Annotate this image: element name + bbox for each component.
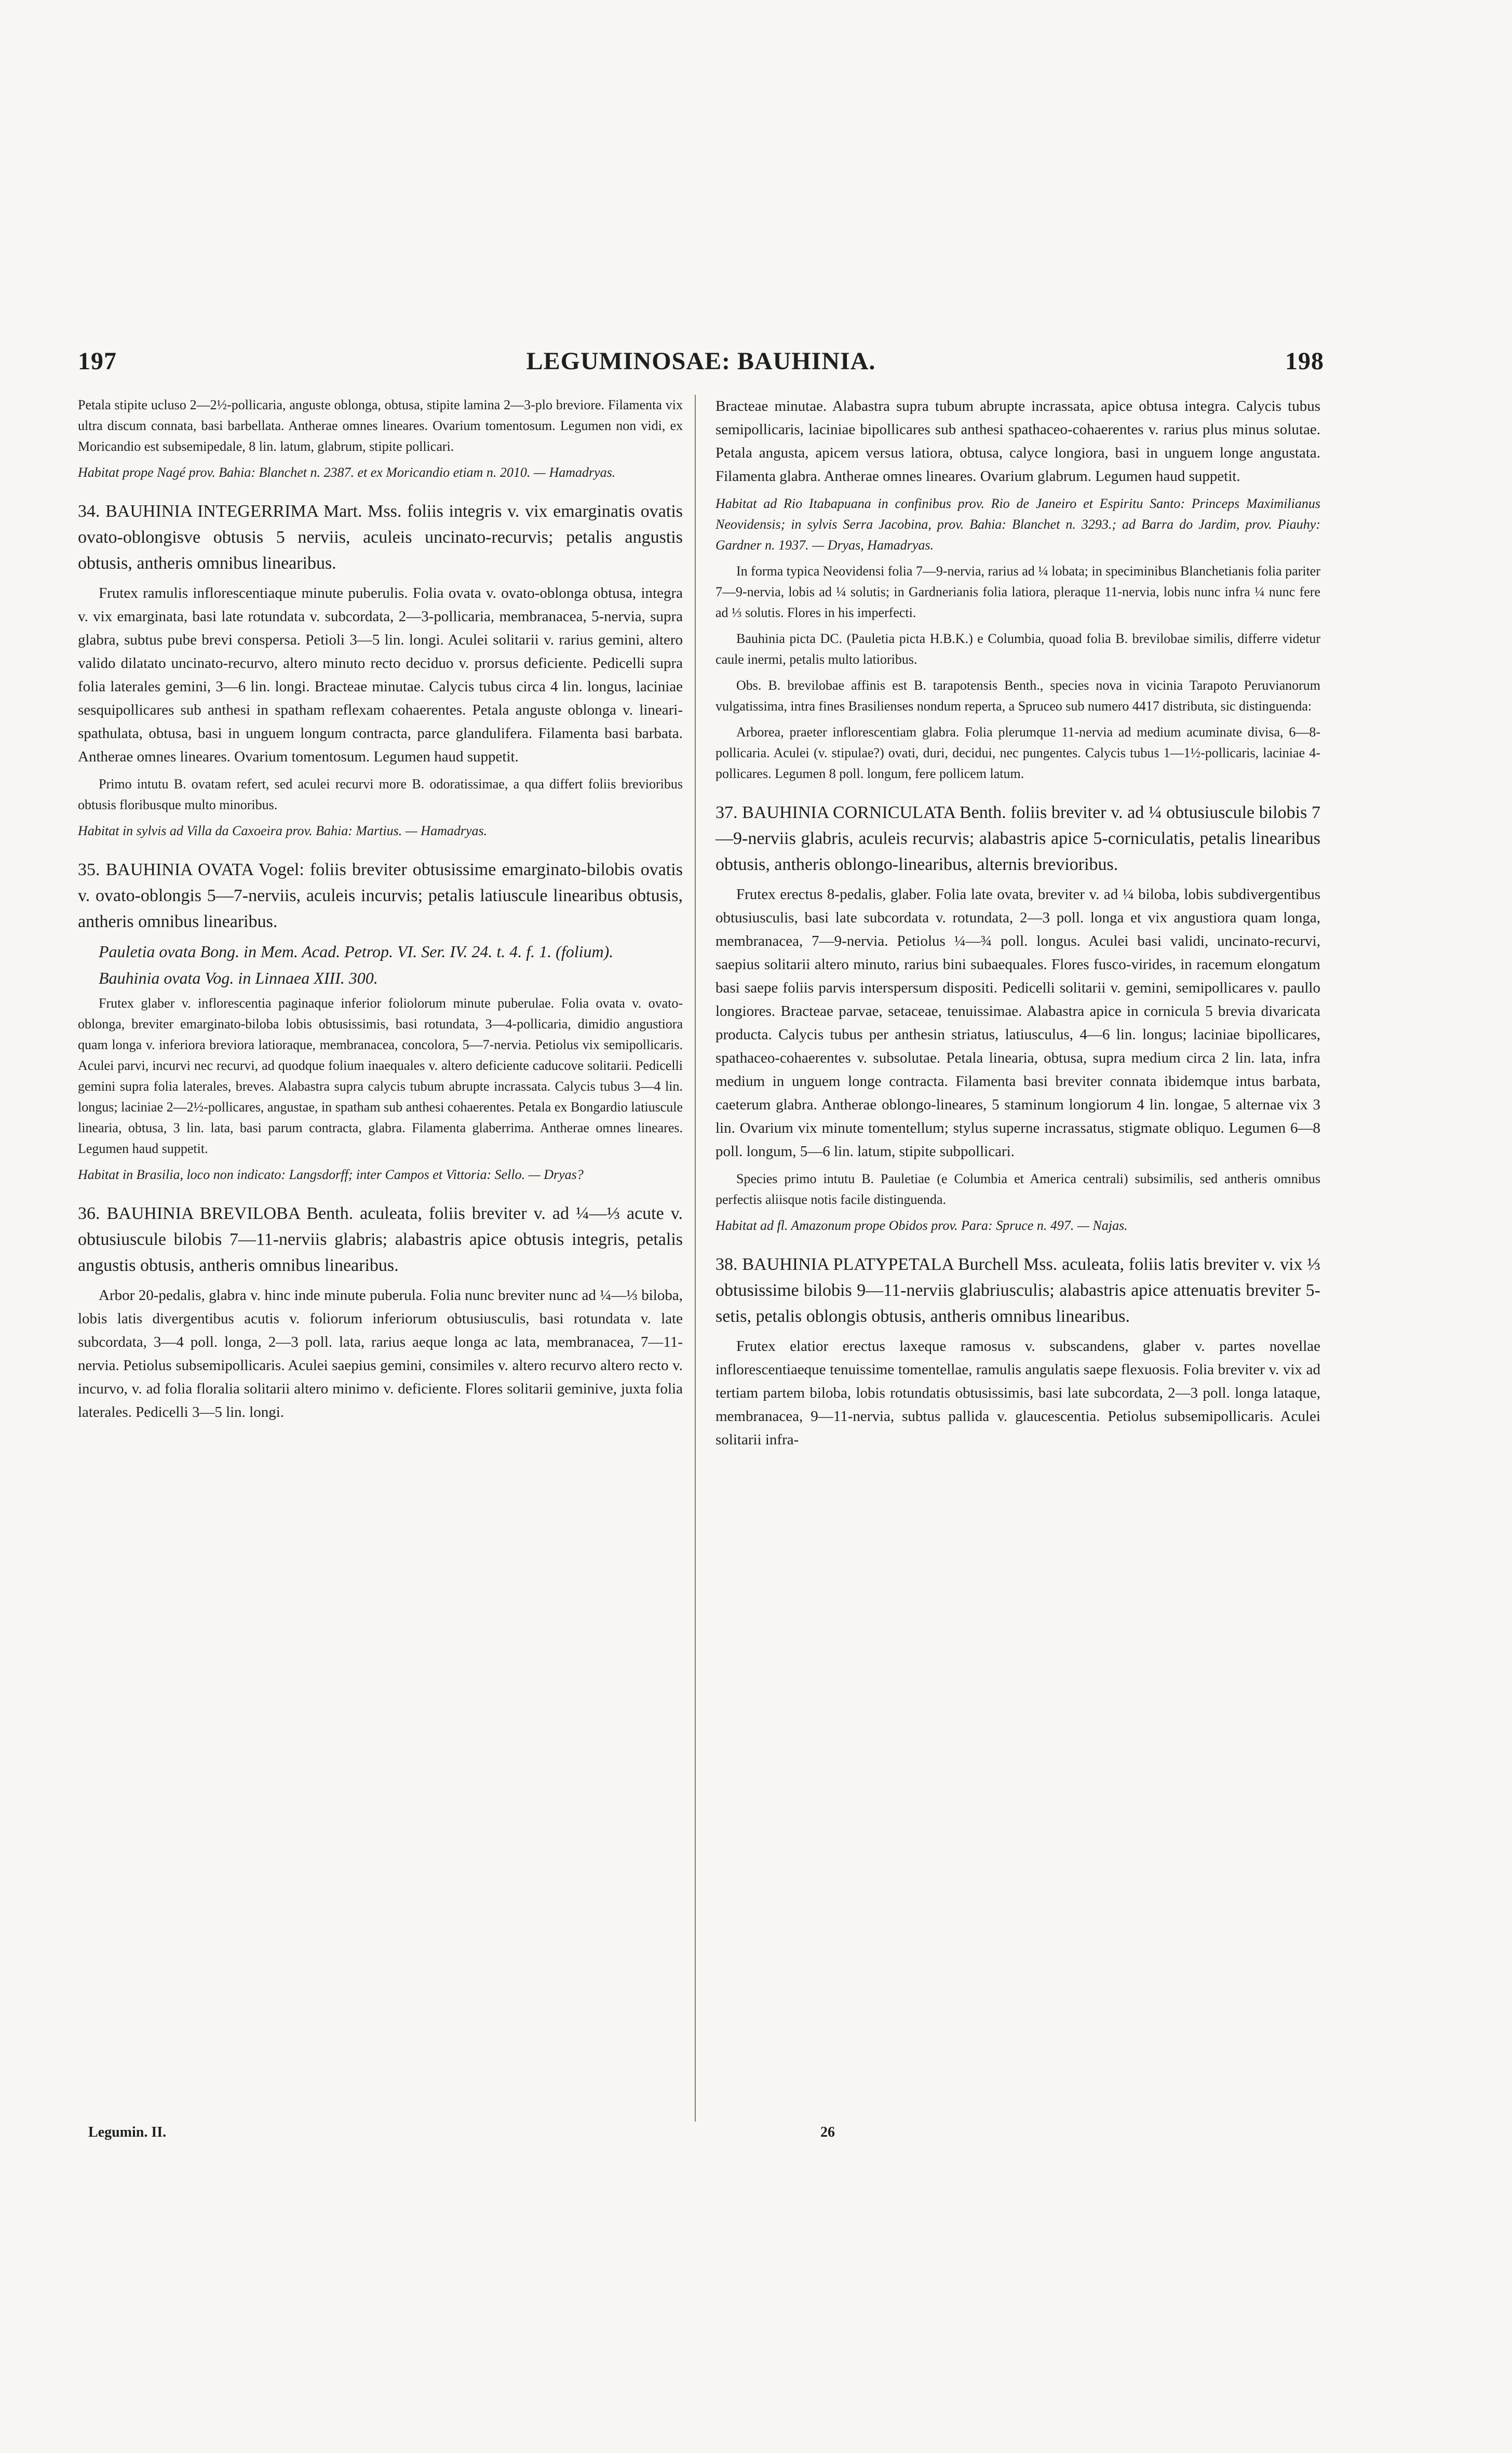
left-paragraph: 35. BAUHINIA OVATA Vogel: foliis breviter obtusissime emarginato-bilobis ovatis v. ovato-oblongis 5—7-nerviis, aculeis incurvis; petalis latiuscule linearibus obtusis, antheris omnibus linearibus. — [78, 860, 683, 931]
left-paragraph: Habitat in Brasilia, loco non indicato: Langsdorff; inter Campos et Vittoria: Sello. — Dryas? — [78, 1167, 584, 1182]
page-header — [78, 347, 1324, 383]
column-divider — [695, 395, 696, 2122]
sheet-number: 26 — [820, 2124, 835, 2140]
right-paragraph: Bauhinia picta DC. (Pauletia picta H.B.K.) e Columbia, quoad folia B. brevilobae similis, differre videtur caule inermi, petalis multo latioribus. — [716, 631, 1320, 667]
left-paragraph: 36. BAUHINIA BREVILOBA Benth. aculeata, foliis breviter v. ad ¼—⅓ acute v. obtusiuscule bilobis 7—11-nerviis glabris; alabastris apice obtusis integris, petalis angustis obtusis, antheris omnibus linearibus. — [78, 1204, 683, 1275]
left-paragraph: Petala stipite ucluso 2—2½-pollicaria, anguste oblonga, obtusa, stipite lamina 2—3-plo breviore. Filamenta vix ultra discum connata, basi barbellata. Antherae omnes lineares. Ovarium tomentosum. Legumen non vidi, ex Moricandio est subsemipedale, 8 lin. latum, glabrum, stipite pollicari. — [78, 397, 683, 454]
right-paragraph: Habitat ad fl. Amazonum prope Obidos prov. Para: Spruce n. 497. — Najas. — [716, 1218, 1128, 1233]
right-paragraph: Obs. B. brevilobae affinis est B. tarapotensis Benth., species nova in vicinia Tarapoto Peruvianorum vulgatissima, intra fines Brasilienses nondum reperta, a Spruceo sub numero 4417 distributa, sic distinguenda: — [716, 678, 1320, 714]
right-paragraph: Bracteae minutae. Alabastra supra tubum abrupte incrassata, apice obtusa integra. Calycis tubus semipollicaris, laciniae bipollicares sub anthesi spathaceo-cohaerentes v. rarius plus minus solutae. Petala angusta, apicem versus latiora, obtusa, calyce longiora, basi in unguem longe angustata. Filamenta glabra. Antherae omnes lineares. Ovarium glabrum. Legumen haud suppetit. — [716, 398, 1320, 485]
right-paragraph: Arborea, praeter inflorescentiam glabra. Folia plerumque 11-nervia ad medium acuminate divisa, 6—8-pollicaria. Aculei (v. stipulae?) ovati, duri, decidui, nec pungentes. Calycis tubus 1—1½-pollicaris, laciniae 4-pollicares. Legumen 8 poll. longum, fere pollicem latum. — [716, 725, 1320, 781]
right-paragraph: Frutex elatior erectus laxeque ramosus v. subscandens, glaber v. partes novellae inflorescentiaeque tenuissime tomentellae, ramulis angulatis saepe flexuosis. Folia breviter v. vix ad tertiam partem biloba, lobis rotundatis obtusissimis, basi late subcordata, 2—3 poll. longa lataque, membranacea, 9—11-nervia, subtus pallida v. glaucescentia. Petiolus subsemipollicaris. Aculei solitarii infra- — [716, 1338, 1320, 1448]
left-paragraph: Frutex ramulis inflorescentiaque minute puberulis. Folia ovata v. ovato-oblonga obtusa, integra v. vix emarginata, basi late rotundata v. subcordata, 2—3-pollicaria, membranacea, 5-nervia, supra glabra, subtus pube brevi conspersa. Petioli 3—5 lin. longi. Aculei solitarii v. rarius gemini, altero valido dilatato uncinato-recurvo, altero minuto recto deciduo v. prorsus deficiente. Pedicelli supra folia laterales gemini, 3—6 lin. longi. Bracteae minutae. Calycis tubus circa 4 lin. longus, laciniae sesquipollicares sub anthesi in spatham reflexam cohaerentes. Petala anguste oblonga v. lineari-spathulata, obtusa, basi in unguem longum contracta, parce glandulifera. Filamenta basi barbata. Antherae omnes lineares. Ovarium tomentosum. Legumen haud suppetit. — [78, 585, 683, 765]
left-paragraph: Habitat in sylvis ad Villa da Caxoeira prov. Bahia: Martius. — Hamadryas. — [78, 823, 488, 838]
left-paragraph: Arbor 20-pedalis, glabra v. hinc inde minute puberula. Folia nunc breviter nunc ad ¼—⅓ biloba, lobis latis divergentibus acutis v. foliorum inferiorum obtusiusculis, basi rotundata v. late subcordata, 3—4 poll. longa, 2—3 poll. lata, rarius aeque longa ac lata, membranacea, 7—11-nervia. Petiolus subsemipollicaris. Aculei saepius gemini, consimiles v. altero recurvo altero recto v. incurvo, v. ad folia floralia solitarii altero minimo v. deficiente. Flores solitarii geminive, juxta folia laterales. Pedicelli 3—5 lin. longi. — [78, 1287, 683, 1420]
page-number-left: 197 — [78, 347, 117, 375]
right-paragraph: Species primo intutu B. Pauletiae (e Columbia et America centrali) subsimilis, sed antheris omnibus perfectis aliisque notis facile distinguenda. — [716, 1171, 1320, 1207]
left-paragraph: Frutex glaber v. inflorescentia paginaque inferior foliolorum minute puberulae. Folia ovata v. ovato-oblonga, breviter emarginato-biloba lobis obtusissimis, basi rotundata, 3—4-pollicaria, dimidio angustiora quam longa v. inferiora breviora latioraque, membranacea, concolora, 5—7-nervia. Petiolus vix semipollicaris. Aculei parvi, incurvi nec recurvi, ad quodque folium inaequales v. altero deficiente caducove solitarii. Pedicelli gemini supra folia laterales, breves. Alabastra supra calycis tubum abrupte incrassata. Calycis tubus 3—4 lin. longus; laciniae 2—2½-pollicares, angustae, in spatham sub anthesi cohaerentes. Petala ex Bongardio latiuscule linearia, obtusa, 3 lin. lata, basi parum contracta, glabra. Filamenta glaberrima. Antherae omnes lineares. Legumen haud suppetit. — [78, 996, 683, 1156]
left-column — [78, 395, 683, 1429]
right-column — [716, 395, 1320, 1457]
signature-mark: Legumin. II. — [88, 2124, 167, 2140]
right-paragraph: In forma typica Neovidensi folia 7—9-nervia, rarius ad ¼ lobata; in speciminibus Blanchetianis folia pariter 7—9-nervia, lobis ad ¼ solutis; in Gardnerianis folia latiora, pleraque 11-nervia, lobis nunc infra ¼ nunc fere ad ⅓ solutis. Flores in his imperfecti. — [716, 564, 1320, 620]
running-title: LEGUMINOSAE: BAUHINIA. — [526, 347, 876, 375]
left-paragraph: 34. BAUHINIA INTEGERRIMA Mart. Mss. foliis integris v. vix emarginatis ovatis ovato-oblongisve obtusis 5 nerviis, aculeis uncinato-recurvis; petalis angustis obtusis, antheris omnibus linearibus. — [78, 502, 683, 573]
left-paragraph: Pauletia ovata Bong. in Mem. Acad. Petrop. VI. Ser. IV. 24. t. 4. f. 1. (folium). — [99, 942, 614, 961]
right-paragraph: Frutex erectus 8-pedalis, glaber. Folia late ovata, breviter v. ad ¼ biloba, lobis subdivergentibus obtusiusculis, basi late subcordata v. rotundata, 2—3 poll. longa et vix angustiora quam longa, membranacea, 7—9-nervia. Petiolus ¼—¾ poll. longus. Aculei basi validi, uncinato-recurvi, saepius solitarii altero minuto, rarius bini subaequales. Flores fusco-virides, in racemum elongatum basi saepe foliis parvis interspersum dispositi. Pedicelli solitarii v. gemini, semipollicares v. paullo longiores. Bracteae parvae, setaceae, tenuissimae. Alabastra apice in cornicula 5 brevia divaricata producta. Calycis tubus per anthesin striatus, latiusculus, 4—6 lin. longus; laciniae bipollicares, spathaceo-cohaerentes v. subsolutae. Petala linearia, obtusa, supra medium circa 2 lin. lata, infra medium in unguem longe contracta. Filamenta basi breviter connata ibidemque intus barbata, caeterum glabra. Antherae oblongo-lineares, 5 staminum longiorum 4 lin. longae, 5 alternae vix 3 lin. Ovarium vix minute tomentellum; stylus superne incrassatus, stigmate obliquo. Legumen 6—8 poll. longum, 5—6 lin. latum, stipite subpollicari. — [716, 886, 1320, 1160]
page-number-right: 198 — [1285, 347, 1324, 375]
left-paragraph: Bauhinia ovata Vog. in Linnaea XIII. 300. — [99, 969, 378, 987]
right-paragraph: 37. BAUHINIA CORNICULATA Benth. foliis breviter v. ad ¼ obtusiuscule bilobis 7—9-nerviis glabris, aculeis recurvis; alabastris apice 5-corniculatis, petalis linearibus obtusis, antheris oblongo-linearibus, alternis brevioribus. — [716, 803, 1320, 874]
left-paragraph: Primo intutu B. ovatam refert, sed aculei recurvi more B. odoratissimae, a qua differt foliis brevioribus obtusis floribusque multo minoribus. — [78, 776, 683, 812]
right-paragraph: 38. BAUHINIA PLATYPETALA Burchell Mss. aculeata, foliis latis breviter v. vix ⅓ obtusissime bilobis 9—11-nerviis glabriusculis; alabastris apice attenuatis breviter 5-setis, petalis oblongis obtusis, antheris omnibus linearibus. — [716, 1255, 1320, 1326]
left-paragraph: Habitat prope Nagé prov. Bahia: Blanchet n. 2387. et ex Moricandio etiam n. 2010. — Hamadryas. — [78, 465, 616, 480]
right-paragraph: Habitat ad Rio Itabapuana in confinibus prov. Rio de Janeiro et Espiritu Santo: Princeps Maximilianus Neovidensis; in sylvis Serra Jacobina, prov. Bahia: Blanchet n. 3293.; ad Barra do Jardim, prov. Piauhy: Gardner n. 1937. — Dryas, Hamadryas. — [716, 496, 1320, 553]
